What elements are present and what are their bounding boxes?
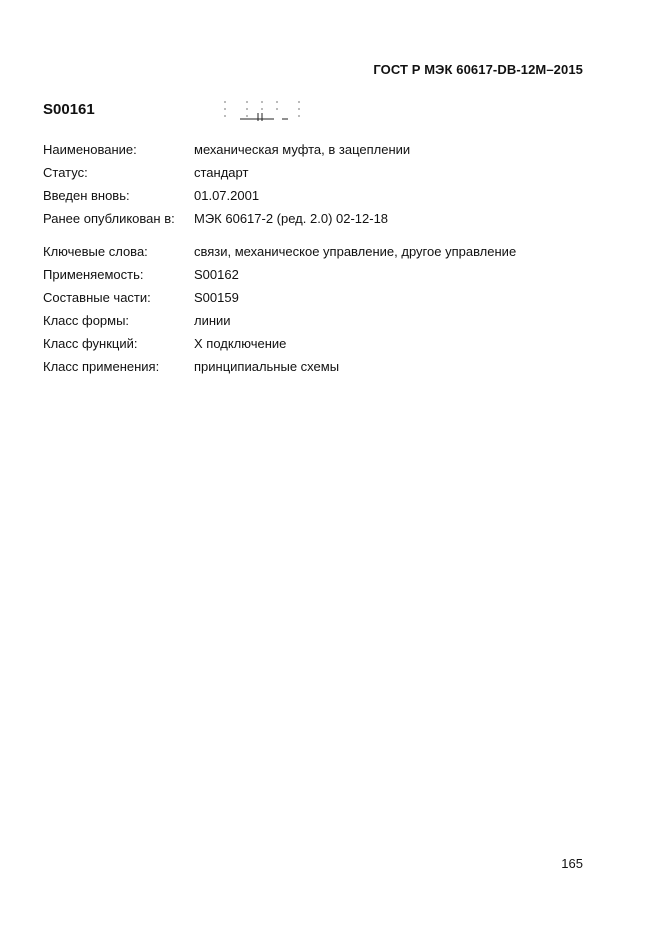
property-value: S00159	[194, 290, 239, 305]
property-row	[43, 164, 516, 187]
property-value: S00162	[194, 267, 239, 282]
property-value: механическая муфта, в зацеплении	[194, 142, 411, 157]
property-value: связи, механическое управление, другое управление	[194, 244, 517, 259]
property-row	[43, 266, 516, 289]
property-value: 01.07.2001	[194, 188, 260, 203]
property-label: Класс формы:	[43, 313, 130, 328]
property-value: принципиальные схемы	[194, 359, 340, 374]
symbol-properties	[43, 141, 516, 381]
property-label: Наименование:	[43, 142, 137, 157]
property-row	[43, 289, 516, 312]
property-label: Ключевые слова:	[43, 244, 148, 259]
property-label: Составные части:	[43, 290, 151, 305]
property-label: Класс функций:	[43, 336, 138, 351]
property-row	[43, 358, 516, 381]
property-row	[43, 141, 516, 164]
property-label: Статус:	[43, 165, 88, 180]
group-spacer	[43, 233, 516, 243]
property-row	[43, 243, 516, 266]
mechanical-coupling-engaged-icon	[222, 99, 304, 125]
property-value: МЭК 60617-2 (ред. 2.0) 02-12-18	[194, 211, 389, 226]
property-label: Введен вновь:	[43, 188, 130, 203]
property-row	[43, 335, 516, 358]
page-number: 165	[561, 856, 583, 871]
property-label: Применяемость:	[43, 267, 144, 282]
property-value: линии	[194, 313, 231, 328]
property-row	[43, 312, 516, 335]
symbol-code: S00161	[43, 101, 95, 118]
property-value: Х подключение	[194, 336, 287, 351]
property-label: Ранее опубликован в:	[43, 211, 175, 226]
property-label: Класс применения:	[43, 359, 160, 374]
document-header: ГОСТ Р МЭК 60617-DB-12M–2015	[373, 62, 583, 77]
property-row	[43, 210, 516, 233]
property-row	[43, 187, 516, 210]
property-value: стандарт	[194, 165, 249, 180]
